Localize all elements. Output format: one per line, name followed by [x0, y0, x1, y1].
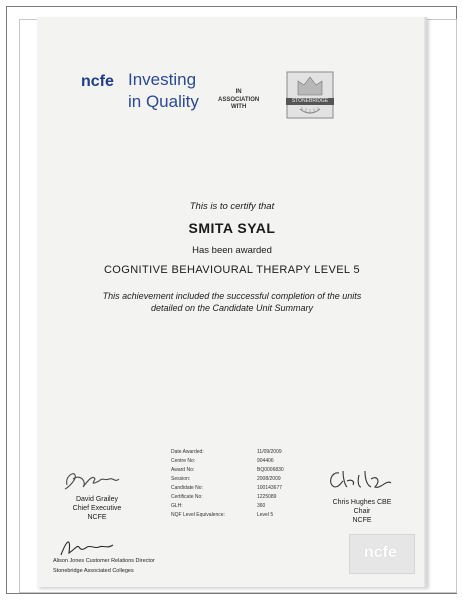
detail-row: GLH: 360 [171, 503, 266, 509]
footer-organisation: Stonebridge Associated Colleges [53, 568, 134, 574]
recipient-name: SMITA SYAL [188, 220, 276, 236]
ncfe-wordmark: ncfe [81, 73, 114, 90]
right-signatory-title: Chair [353, 508, 371, 515]
right-signatory-org: NCFE [352, 517, 372, 524]
ncfe-logo [81, 70, 211, 123]
footer-signatory: Alison Jones Customer Relations Director [53, 558, 155, 564]
detail-row: Centre No: 904406 [171, 458, 274, 464]
detail-row: Date Awarded: 11/09/2009 [171, 449, 282, 455]
detail-row: Session: 2008/2009 [171, 476, 281, 482]
detail-row: Award No: BQ0006830 [171, 467, 284, 473]
logo-tagline-2: in Quality [128, 92, 199, 111]
awarded-text: Has been awarded [192, 245, 272, 256]
left-signature-icon [59, 465, 129, 493]
left-signatory-org: NCFE [87, 514, 107, 521]
detail-row: Candidate No: 100143677 [171, 485, 283, 491]
detail-row: NQF Level Equivalence: Level 5 [171, 512, 274, 518]
association-text: IN ASSOCIATION WITH [218, 89, 260, 110]
certify-text: This is to certify that [189, 201, 275, 212]
certificate-paper [37, 17, 427, 587]
qualification-title: COGNITIVE BEHAVIOURAL THERAPY LEVEL 5 [103, 264, 361, 276]
right-signature-icon [325, 465, 395, 495]
left-signatory-title: Chief Executive [72, 505, 122, 512]
left-signatory-name: David Grailey [75, 496, 118, 503]
footer-signature-icon [57, 535, 117, 559]
seal-text: ncfe [364, 544, 397, 561]
detail-row: Certificate No: 1225089 [171, 494, 277, 500]
stonebridge-label: STONEBRIDGE [286, 98, 334, 105]
right-signatory-name: Chris Hughes CBE [332, 499, 392, 506]
stonebridge-crest-icon [286, 71, 334, 119]
achievement-line-1: This achievement included the successful completion of the units [102, 291, 362, 301]
achievement-line-2: detailed on the Candidate Unit Summary [150, 303, 314, 313]
ncfe-seal [349, 534, 415, 574]
logo-tagline-1: Investing [128, 70, 197, 89]
paper-edge [424, 17, 427, 587]
stonebridge-logo [286, 71, 334, 119]
